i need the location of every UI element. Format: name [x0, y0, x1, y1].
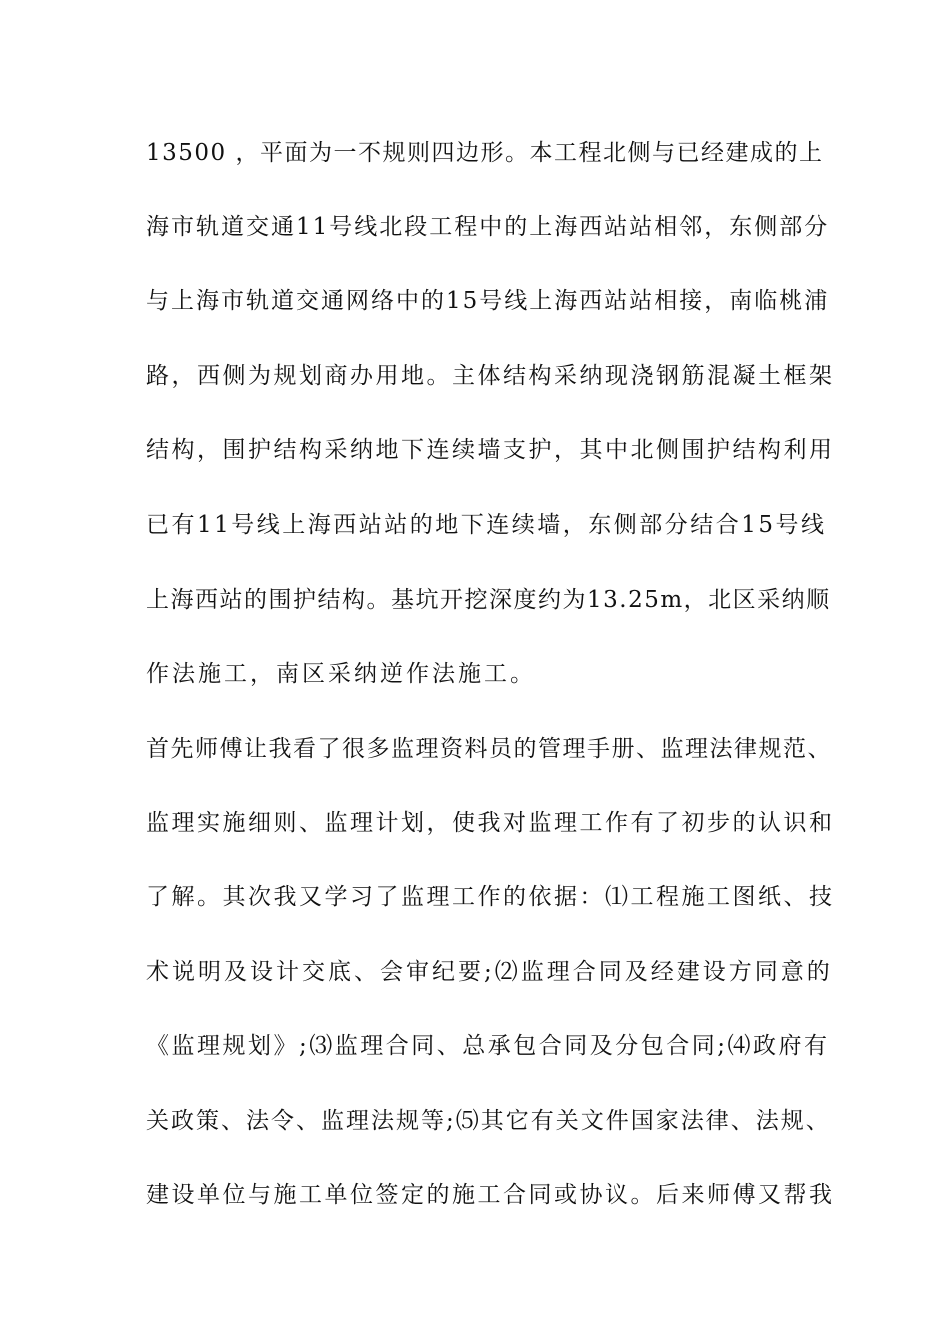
text-line: 与上海市轨道交通网络中的15号线上海西站站相接，南临桃浦 — [146, 288, 830, 314]
text-line: 路，西侧为规划商办用地。主体结构采纳现浇钢筋混凝土框架 — [146, 363, 835, 389]
text-line: 了解。其次我又学习了监理工作的依据：⑴工程施工图纸、技 — [146, 884, 835, 910]
text-line: 建设单位与施工单位签定的施工合同或协议。后来师傅又帮我 — [146, 1182, 835, 1208]
text-line: 首先师傅让我看了很多监理资料员的管理手册、监理法律规范、 — [146, 736, 832, 762]
text-line: 监理实施细则、监理计划，使我对监理工作有了初步的认识和 — [146, 810, 835, 836]
text-line: 海市轨道交通11号线北段工程中的上海西站站相邻，东侧部分 — [146, 214, 830, 240]
text-line: 已有11号线上海西站站的地下连续墙，东侧部分结合15号线 — [146, 512, 827, 538]
text-line: 上海西站的围护结构。基坑开挖深度约为13.25m，北区采纳顺 — [146, 587, 831, 613]
text-line: 结构，围护结构采纳地下连续墙支护，其中北侧围护结构利用 — [146, 437, 835, 463]
text-line: 作法施工，南区采纳逆作法施工。 — [146, 661, 536, 687]
text-line: 13500 ，平面为一不规则四边形。本工程北侧与已经建成的上 — [146, 140, 824, 166]
text-line: 术说明及设计交底、会审纪要;⑵监理合同及经建设方同意的 — [146, 959, 833, 985]
text-line: 关政策、法令、监理法规等;⑸其它有关文件国家法律、法规、 — [146, 1108, 831, 1134]
text-line: 《监理规划》;⑶监理合同、总承包合同及分包合同;⑷政府有 — [146, 1033, 830, 1059]
